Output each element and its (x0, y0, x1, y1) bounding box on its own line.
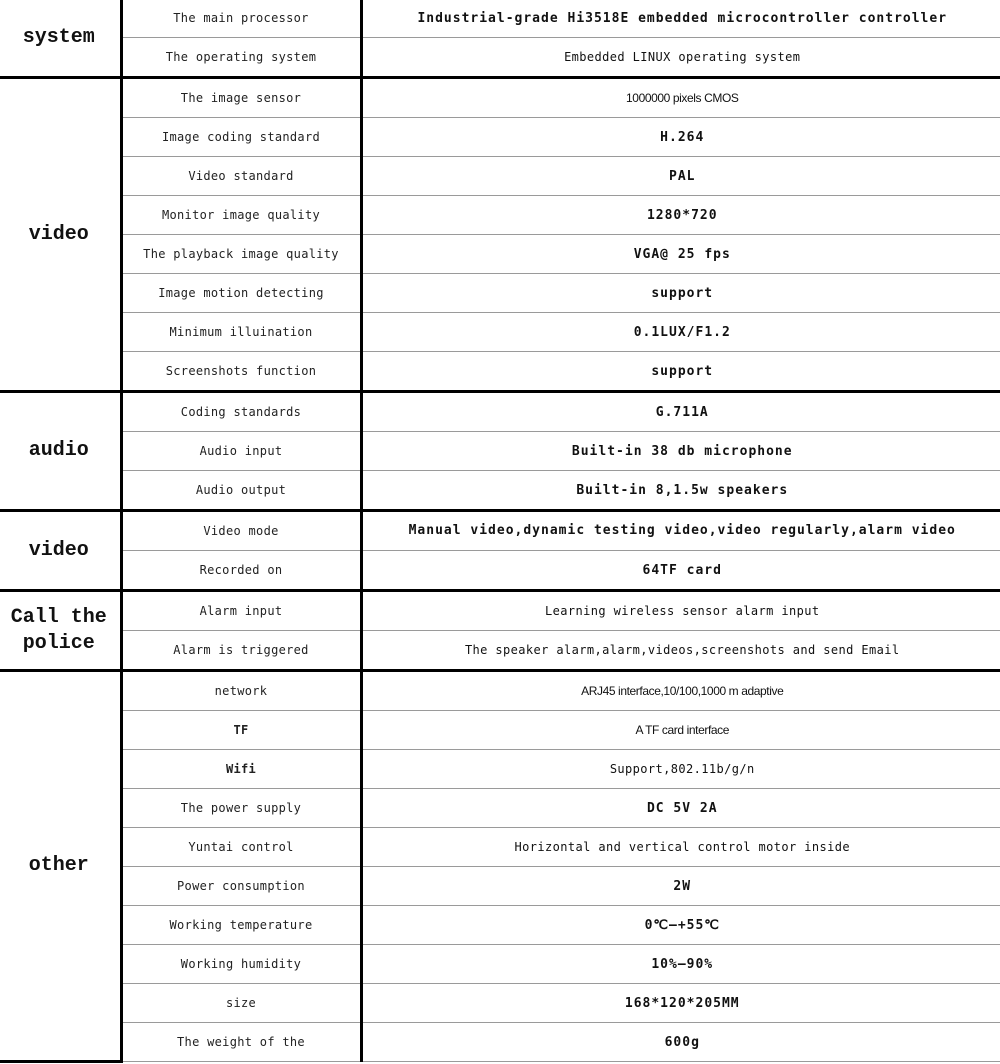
param-value: Industrial-grade Hi3518E embedded microcontroller controller (361, 0, 1000, 38)
table-row (0, 235, 1000, 274)
param-value: Learning wireless sensor alarm input (361, 591, 1000, 631)
param-value: Built-in 8,1.5w speakers (361, 471, 1000, 511)
param-label: Wifi (121, 750, 361, 789)
param-label: TF (121, 711, 361, 750)
param-value: G.711A (361, 392, 1000, 432)
group-label-call-the-police: Call the police (0, 591, 121, 671)
table-row (0, 631, 1000, 671)
param-label: Audio input (121, 432, 361, 471)
table-row (0, 945, 1000, 984)
param-value: PAL (361, 157, 1000, 196)
param-label: Recorded on (121, 551, 361, 591)
table-row (0, 711, 1000, 750)
param-label: Working humidity (121, 945, 361, 984)
param-label: Yuntai control (121, 828, 361, 867)
param-label: Audio output (121, 471, 361, 511)
table-row (0, 471, 1000, 511)
table-row (0, 1023, 1000, 1062)
param-value: support (361, 274, 1000, 313)
param-value: H.264 (361, 118, 1000, 157)
param-value: 0℃—+55℃ (361, 906, 1000, 945)
table-row (0, 828, 1000, 867)
param-label: The main processor (121, 0, 361, 38)
table-row (0, 352, 1000, 392)
group-label-video-recording: video (0, 511, 121, 591)
table-row (0, 671, 1000, 711)
param-value: Built-in 38 db microphone (361, 432, 1000, 471)
table-row (0, 511, 1000, 551)
table-row (0, 750, 1000, 789)
param-label: Image coding standard (121, 118, 361, 157)
param-label: size (121, 984, 361, 1023)
param-label: Video standard (121, 157, 361, 196)
param-label: Alarm is triggered (121, 631, 361, 671)
table-row (0, 867, 1000, 906)
table-row (0, 789, 1000, 828)
param-value: 2W (361, 867, 1000, 906)
param-value: Manual video,dynamic testing video,video regularly,alarm video (361, 511, 1000, 551)
param-value: Support,802.11b/g/n (361, 750, 1000, 789)
param-label: Image motion detecting (121, 274, 361, 313)
param-label: Working temperature (121, 906, 361, 945)
table-row (0, 392, 1000, 432)
param-label: Minimum illuination (121, 313, 361, 352)
group-label-system: system (0, 0, 121, 78)
param-label: Monitor image quality (121, 196, 361, 235)
table-row (0, 551, 1000, 591)
table-row (0, 591, 1000, 631)
param-value: 600g (361, 1023, 1000, 1062)
param-label: The power supply (121, 789, 361, 828)
group-label-other: other (0, 671, 121, 1062)
param-value: Horizontal and vertical control motor inside (361, 828, 1000, 867)
param-label: network (121, 671, 361, 711)
param-value: Embedded LINUX operating system (361, 38, 1000, 78)
group-label-audio: audio (0, 392, 121, 511)
param-value: 168*120*205MM (361, 984, 1000, 1023)
param-label: Screenshots function (121, 352, 361, 392)
table-row (0, 118, 1000, 157)
param-value: 10%—90% (361, 945, 1000, 984)
param-value: 0.1LUX/F1.2 (361, 313, 1000, 352)
param-value: The speaker alarm,alarm,videos,screenshots and send Email (361, 631, 1000, 671)
table-row (0, 157, 1000, 196)
table-row (0, 274, 1000, 313)
param-label: The weight of the (121, 1023, 361, 1062)
table-row (0, 432, 1000, 471)
param-value: support (361, 352, 1000, 392)
table-row (0, 38, 1000, 78)
param-label: Power consumption (121, 867, 361, 906)
param-value: 1000000 pixels CMOS (361, 78, 1000, 118)
table-row (0, 0, 1000, 38)
param-label: Video mode (121, 511, 361, 551)
table-row (0, 78, 1000, 118)
table-row (0, 196, 1000, 235)
param-label: The operating system (121, 38, 361, 78)
table-row (0, 313, 1000, 352)
table-row (0, 984, 1000, 1023)
group-label-video: video (0, 78, 121, 392)
param-value: VGA@ 25 fps (361, 235, 1000, 274)
param-value: 64TF card (361, 551, 1000, 591)
param-value: A TF card interface (361, 711, 1000, 750)
table-row (0, 906, 1000, 945)
param-label: The playback image quality (121, 235, 361, 274)
param-label: The image sensor (121, 78, 361, 118)
param-label: Coding standards (121, 392, 361, 432)
param-label: Alarm input (121, 591, 361, 631)
param-value: 1280*720 (361, 196, 1000, 235)
param-value: DC 5V 2A (361, 789, 1000, 828)
param-value: ARJ45 interface,10/100,1000 m adaptive (361, 671, 1000, 711)
